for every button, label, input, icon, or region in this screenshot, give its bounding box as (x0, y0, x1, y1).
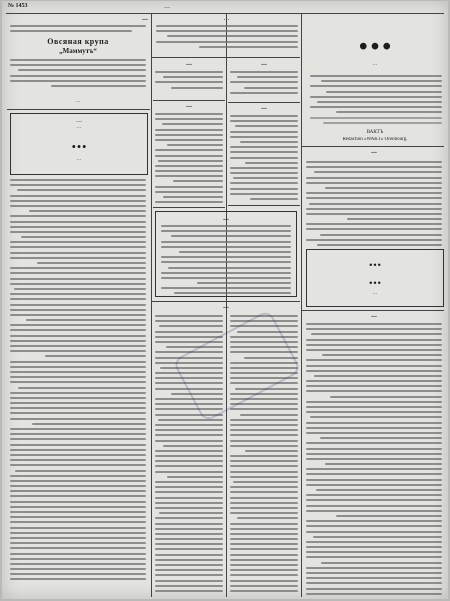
book-ad-title: … (71, 133, 87, 152)
left-ad-rule (7, 109, 150, 110)
col3-block-b (230, 115, 298, 203)
right-text-block-2 (306, 323, 442, 595)
col3-rule-1 (228, 102, 300, 103)
right-ad-subtitle: … (368, 273, 382, 288)
top-notice-rule (152, 57, 300, 58)
center-notice-heading: … (223, 215, 229, 222)
left-ad-lines-top (10, 25, 146, 37)
masthead-rule (302, 146, 444, 147)
book-ad-line1: … (76, 117, 82, 124)
col2-block-a (155, 71, 223, 99)
left-body (10, 179, 146, 595)
col2-rule-2 (153, 207, 225, 208)
book-ad-line2: … (76, 124, 82, 130)
col-sep-right (301, 13, 302, 597)
col2-heading-a: … (186, 60, 192, 67)
left-ad-brand: „Маммутъ“ (59, 47, 97, 55)
col2-block-b (155, 113, 223, 205)
col3-block-a (230, 71, 298, 101)
col-sep-mid-1 (151, 13, 152, 597)
book-ad-box (10, 113, 148, 175)
middle-article-title: … (223, 303, 229, 310)
book-ad-footer: … (76, 156, 82, 162)
masthead (302, 13, 448, 75)
issue-number: № 1453 (8, 3, 28, 9)
date-line: … (164, 3, 170, 10)
col3-rule-2 (228, 205, 300, 206)
right-section-heading: … (371, 148, 377, 155)
masthead-latin: Redaction «WAKT» Orenbourg. (342, 137, 408, 142)
right-ad-footer: … (372, 290, 378, 296)
left-ad-address: … (75, 99, 81, 104)
middle-rule (152, 301, 300, 302)
top-notice: … (223, 15, 230, 22)
newspaper-page (2, 1, 448, 599)
right-article-title: … (371, 312, 377, 319)
right-article-rule (302, 310, 444, 311)
masthead-cyrillic: ВАКТЪ (366, 130, 384, 135)
left-ad-body (10, 59, 146, 97)
right-ad-box (306, 249, 444, 307)
center-notice-box (155, 211, 297, 297)
masthead-subtitle: … (372, 61, 378, 67)
right-ad-title: … (368, 255, 382, 270)
left-ad-heading: … (142, 15, 148, 22)
library-stamp-text: … (232, 360, 241, 370)
col3-heading-a: … (261, 60, 267, 67)
col3-heading-b: … (261, 104, 267, 111)
col2-rule-1 (153, 100, 225, 101)
left-ad-cyrillic: Овсяная крупа (47, 37, 109, 46)
col2-heading-b: … (186, 102, 192, 109)
masthead-info-block (310, 75, 442, 129)
masthead-title: … (357, 16, 393, 58)
right-text-block-1 (306, 161, 442, 247)
top-notice-lines (156, 25, 298, 55)
